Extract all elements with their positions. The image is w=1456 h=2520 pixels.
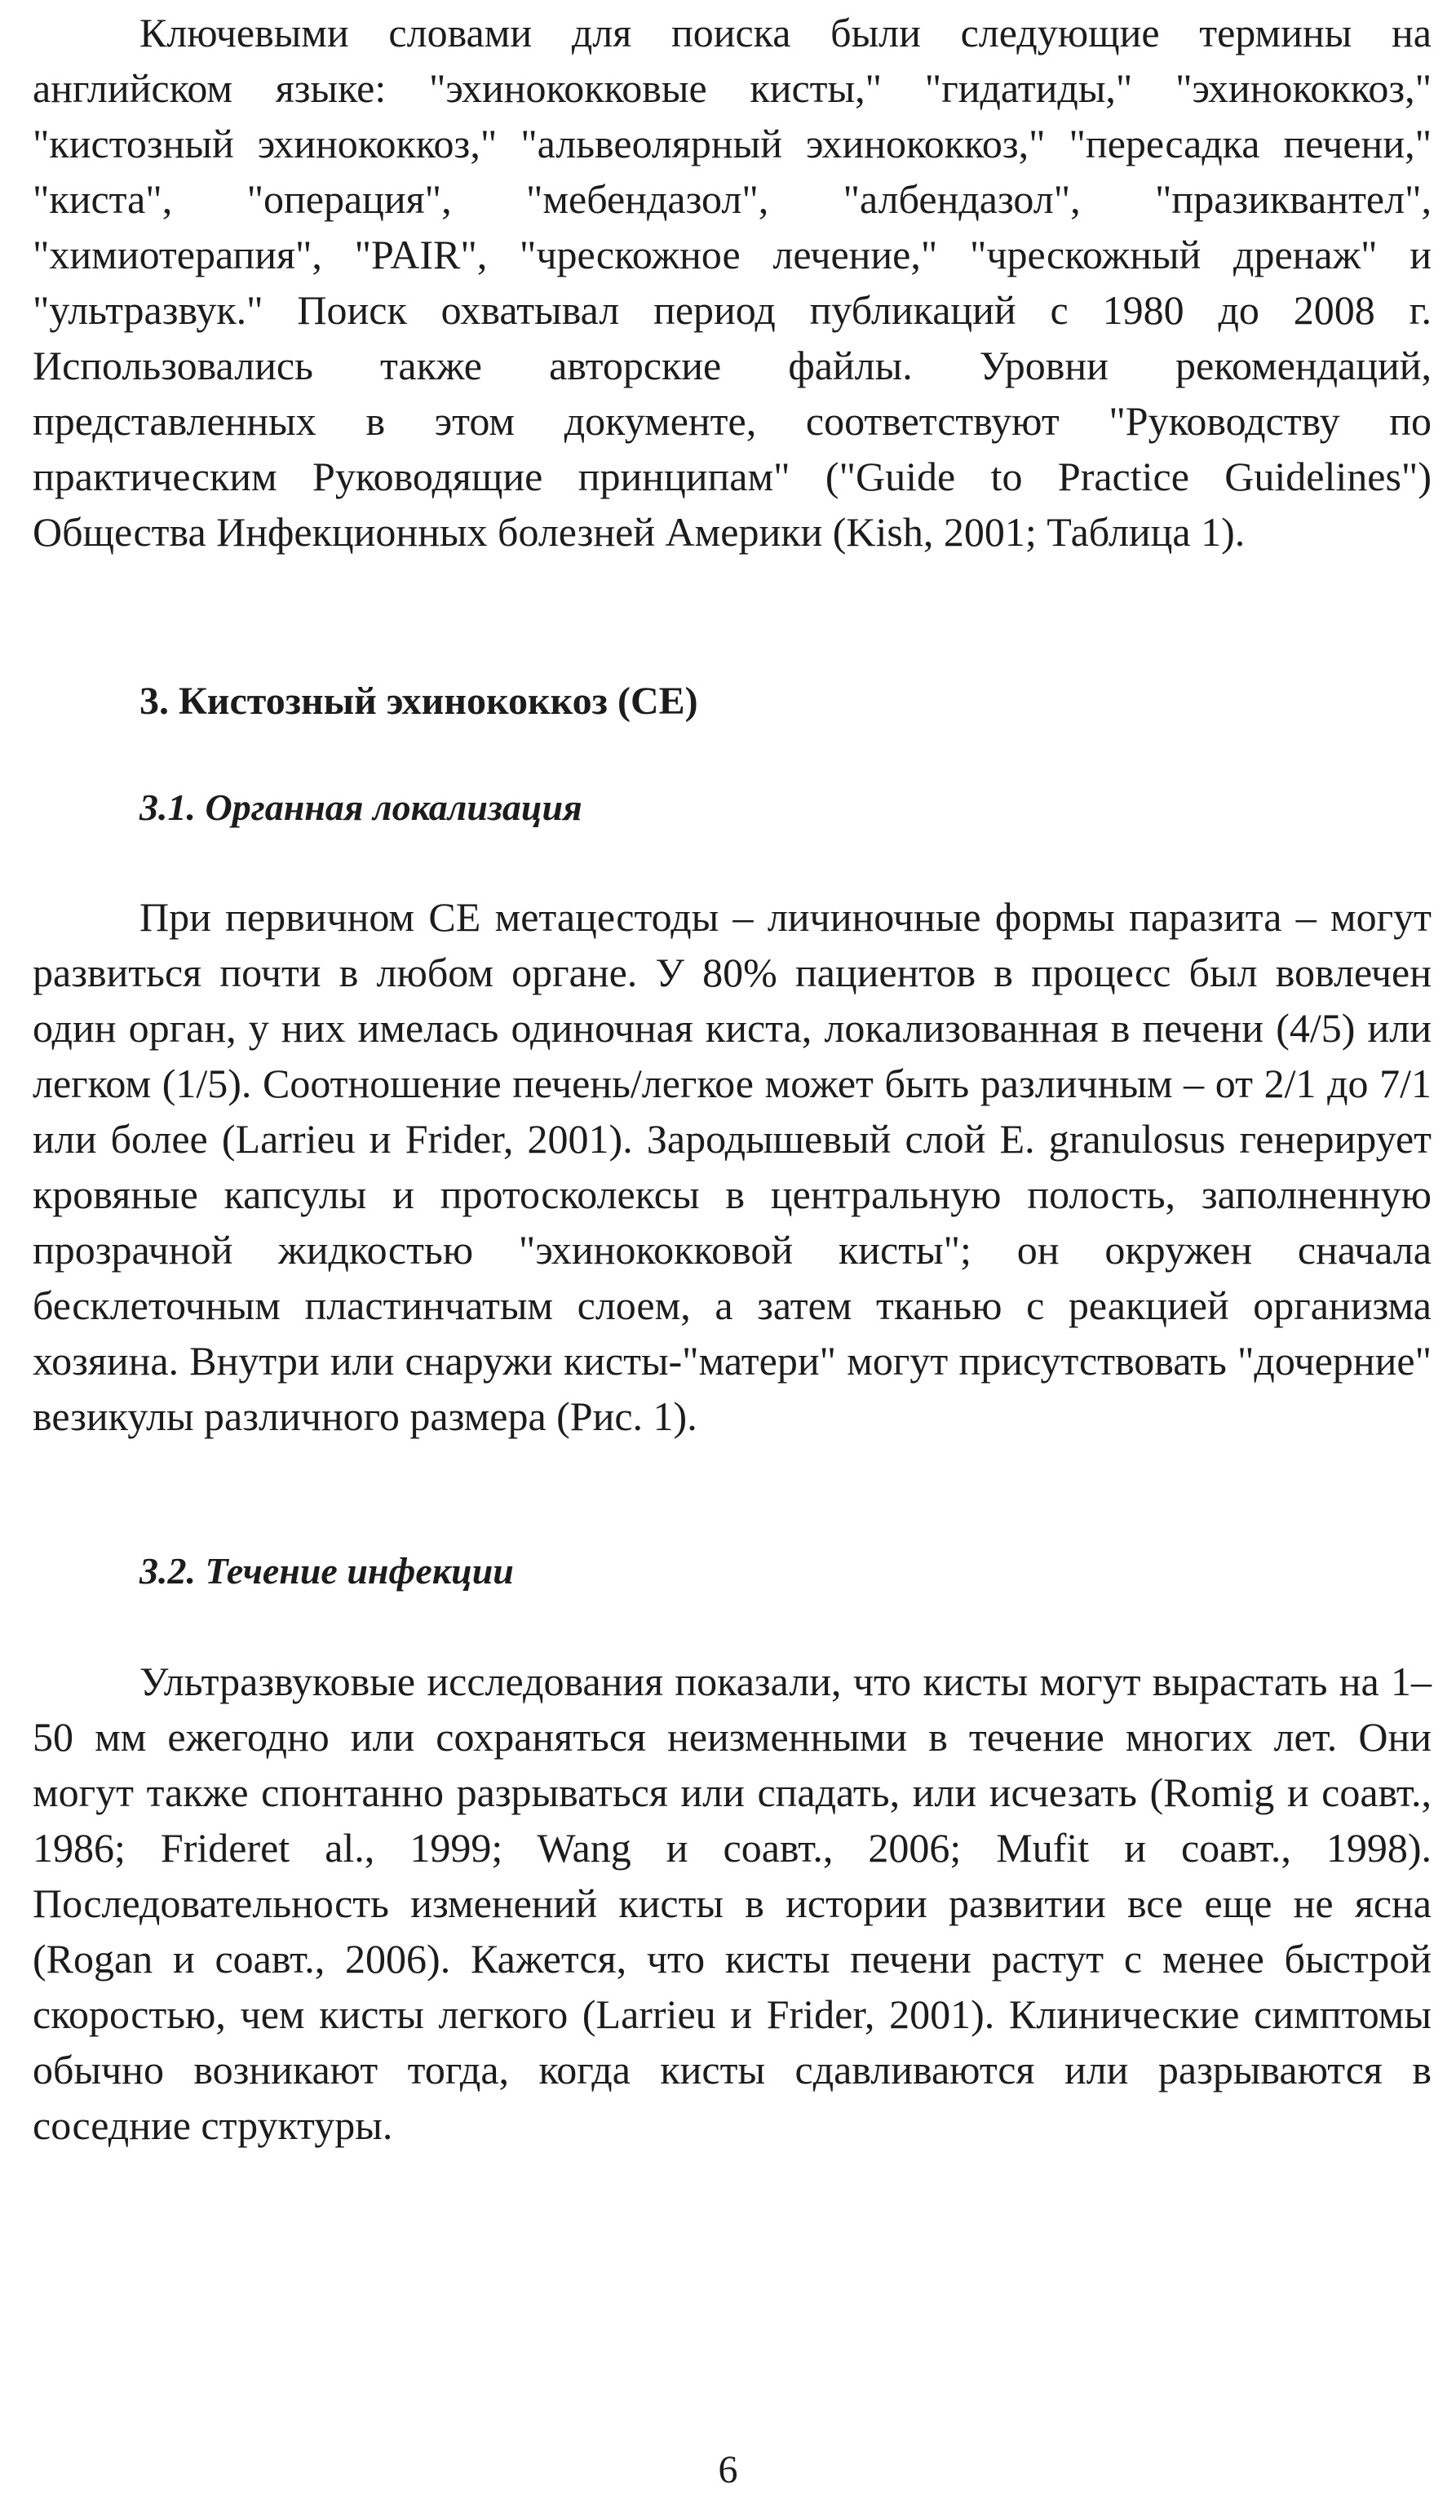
section-heading: 3. Кистозный эхинококкоз (СЕ) [139, 680, 698, 723]
subsection-heading-localization: 3.1. Органная локализация [139, 786, 582, 828]
localization-paragraph: При первичном СЕ метацестоды – личиночные формы паразита – могут развиться почти в любом органе. У 80% пациентов в процесс был вовлечен один орган, у них имелась одиночная киста, локализованная в печени (4/5) или легком (1/5). Соотношение печень/легкое может быть различным – от 2/1 до 7/1 или более (Larrieu и Frider, 2001). Зародышевый слой E. granulosus генерирует кровяные капсулы и протосколексы в центральную полость, заполненную прозрачной жидкостью "эхинококковой кисты"; он окружен сначала бесклеточным пластинчатым слоем, а затем тканью с реакцией организма хозяина. Внутри или снаружи кисты-"матери" могут присутствовать "дочерние" везикулы различного размера (Рис. 1). [33, 894, 1432, 1439]
page-number: 6 [718, 2448, 738, 2491]
subsection-heading-course: 3.2. Течение инфекции [139, 1550, 514, 1592]
intro-paragraph: Ключевыми словами для поиска были следующие термины на английском языке: "эхинококковые кисты," "гидатиды," "эхинококкоз," "кистозный эхинококкоз," "альвеолярный эхинококкоз," "пересадка печени," "киста", "операция", "мебендазол", "албендазол", "празиквантел", "химиотерапия", "PAIR", "чрескожное лечение," "чрескожный дренаж" и "ультразвук." Поиск охватывал период публикаций с 1980 до 2008 г. Использовались также авторские файлы. Уровни рекомендаций, представленных в этом документе, соответствуют "Руководству по практическим Руководящие принципам" ("Guide to Practice Guidelines") Общества Инфекционных болезней Америки (Kish, 2001; Таблица 1). [33, 10, 1432, 555]
course-paragraph: Ультразвуковые исследования показали, что кисты могут вырастать на 1–50 мм ежегодно или сохраняться неизменными в течение многих лет. Они могут также спонтанно разрываться или спадать, или исчезать (Romig и соавт., 1986; Frideret al., 1999; Wang и соавт., 2006; Mufit и соавт., 1998). Последовательность изменений кисты в истории развитии все еще не ясна (Rogan и соавт., 2006). Кажется, что кисты печени растут с менее быстрой скоростью, чем кисты легкого (Larrieu и Frider, 2001). Клинические симптомы обычно возникают тогда, когда кисты сдавливаются или разрываются в соседние структуры. [33, 1659, 1432, 2148]
